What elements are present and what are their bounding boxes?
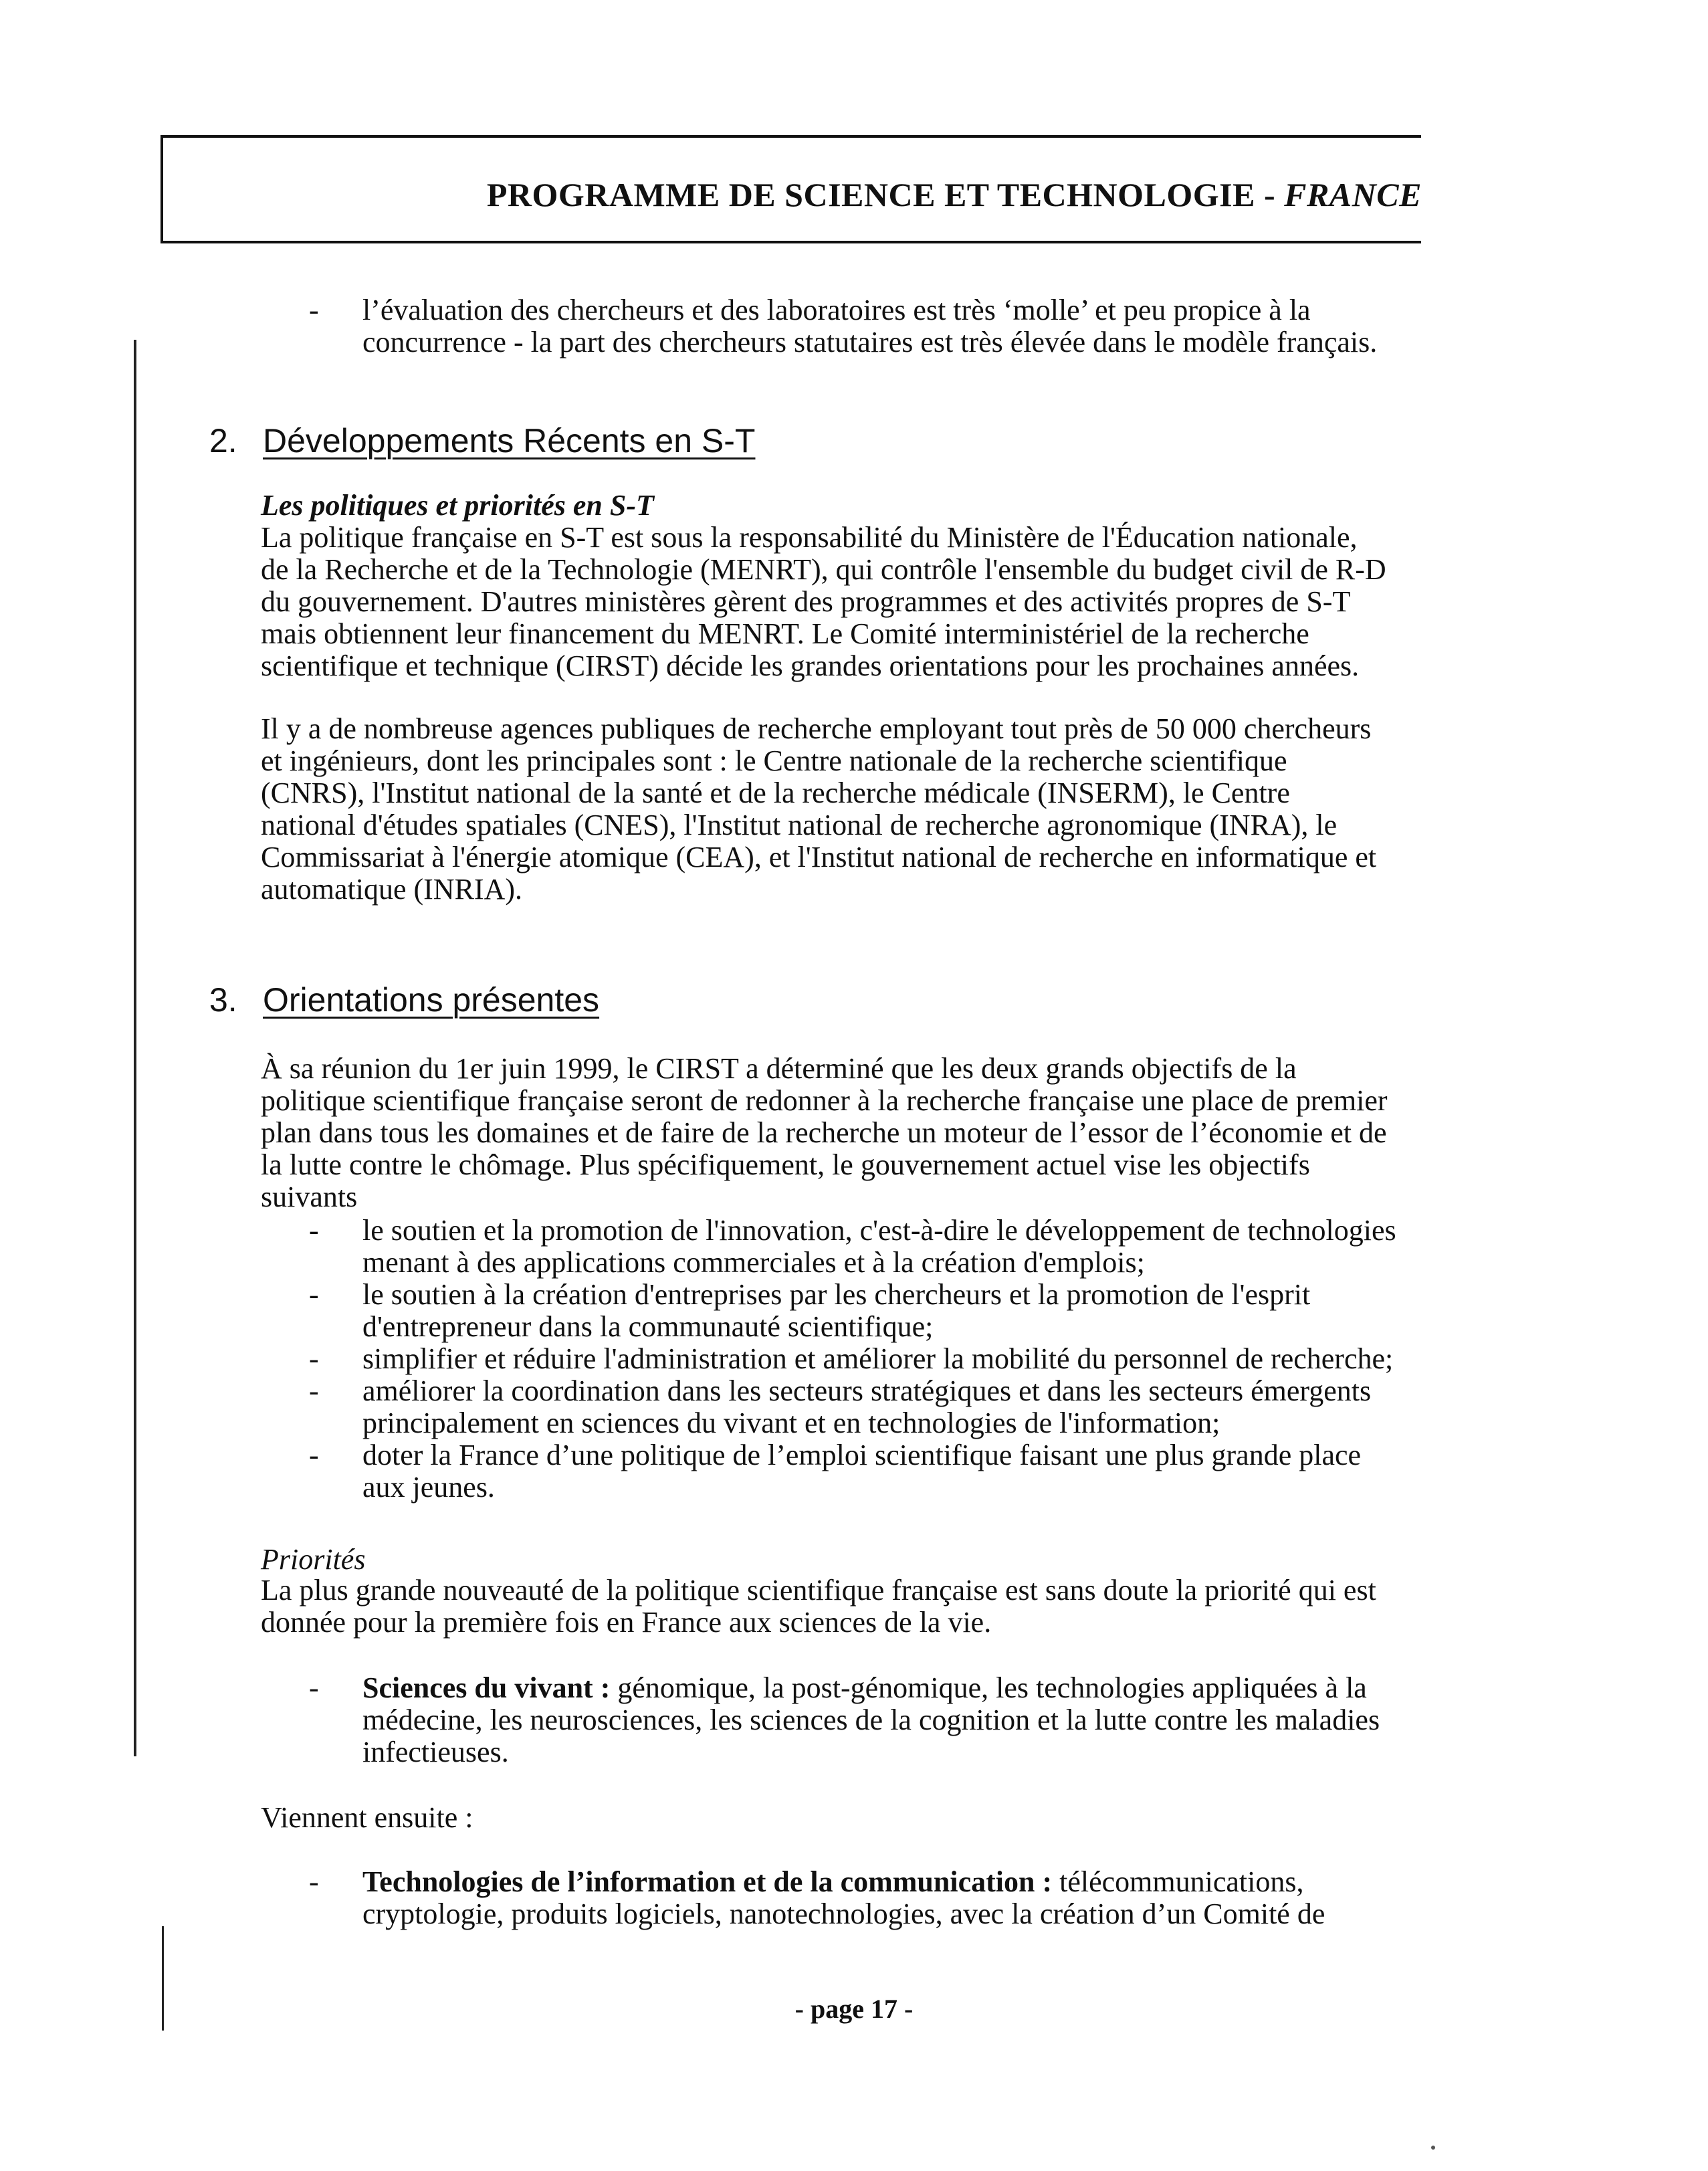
section-3-paragraph-1: À sa réunion du 1er juin 1999, le CIRST a déterminé que les deux grands objectifs de la politique scientifique française seront de redonner à la recherche française une place de premier plan dans tous les domaines et de faire de la recherche un moteur de l’essor de l’économie et de la lutte contre le chômage. Plus spécifiquement, le gouvernement actuel vise les objectifs suivants (261, 1052, 1388, 1213)
header-country: FRANCE (1284, 176, 1422, 213)
header-rule (161, 241, 1421, 243)
page-number: - page 17 - (794, 1994, 914, 2024)
life-sciences-text: génomique, la post-génomique, les technologies appliquées à la médecine, les neurosciences, les sciences de la cognition et la lutte contre les maladies infectieuses. (362, 1671, 1380, 1768)
ict-bullet (362, 1866, 1399, 1930)
header-frame-left (161, 135, 163, 243)
ict-label: Technologies de l’information et de la communication : (362, 1865, 1053, 1898)
section-2-paragraph-1: La politique française en S-T est sous la responsabilité du Ministère de l'Éducation nationale, de la Recherche et de la Technologie (MENRT), qui contrôle l'ensemble du budget civil de R-D du gouvernement. D'autres ministères gèrent des programmes et des activités propres de S-T mais obtiennent leur financement du MENRT. Le Comité interministériel de la recherche scientifique et technique (CIRST) décide les grandes orientations pour les prochaines années. (261, 521, 1386, 682)
intro-bullet-text: l’évaluation des chercheurs et des laboratoires est très ‘molle’ et peu propice à la concurrence - la part des chercheurs statutaires est très élevée dans le modèle français. (362, 294, 1378, 358)
header-frame-top (161, 135, 1421, 138)
objective-dash-1: - (309, 1214, 319, 1247)
section-3-title: Orientations présentes (263, 981, 600, 1019)
section-3-number: 3. (209, 981, 237, 1019)
priorities-heading: Priorités (261, 1543, 366, 1576)
objective-dash-3: - (309, 1342, 319, 1375)
section-2-number: 2. (209, 422, 237, 459)
life-sciences-label: Sciences du vivant : (362, 1671, 611, 1704)
life-sciences-bullet (362, 1672, 1399, 1768)
then-label: Viennent ensuite : (261, 1801, 473, 1834)
ict-dash: - (309, 1865, 319, 1898)
objective-dash-2: - (309, 1278, 319, 1311)
intro-bullet-dash: - (309, 294, 319, 326)
section-2-paragraph-2: Il y a de nombreuse agences publiques de recherche employant tout près de 50 000 chercheurs et ingénieurs, dont les principales sont : le Centre nationale de la recherche scientifique (CNRS), l'Institut national de la santé et de la recherche médicale (INSERM), le Centre national d'études spatiales (CNES), l'Institut national de recherche agronomique (INRA), le Commissariat à l'énergie atomique (CEA), et l'Institut national de recherche en informatique et automatique (INRIA). (261, 712, 1377, 906)
header-title-text: PROGRAMME DE SCIENCE ET TECHNOLOGIE - (486, 176, 1285, 213)
margin-bar (134, 340, 136, 1756)
scan-speck (1431, 2146, 1435, 2150)
objective-bullet-1: le soutien et la promotion de l'innovation, c'est-à-dire le développement de technologies menant à des applications commerciales et à la création d'emplois; (362, 1214, 1396, 1279)
section-2-heading (209, 421, 755, 460)
objective-bullet-4: améliorer la coordination dans les secteurs stratégiques et dans les secteurs émergents principalement en sciences du vivant et en technologies de l'information; (362, 1374, 1372, 1439)
life-sciences-dash: - (309, 1671, 319, 1704)
page-header-title (487, 175, 1422, 214)
objective-bullet-3: simplifier et réduire l'administration et améliorer la mobilité du personnel de recherche; (362, 1342, 1394, 1375)
section-2-subheading: Les politiques et priorités en S-T (261, 489, 654, 522)
ict-text: télécommunications, cryptologie, produits logiciels, nanotechnologies, avec la création d’un Comité de (362, 1865, 1325, 1930)
objective-bullet-2: le soutien à la création d'entreprises par les chercheurs et la promotion de l'esprit d'entrepreneur dans la communauté scientifique; (362, 1278, 1311, 1343)
section-3-heading (209, 980, 599, 1019)
objective-bullet-5: doter la France d’une politique de l’emploi scientifique faisant une plus grande place aux jeunes. (362, 1439, 1362, 1504)
objective-dash-5: - (309, 1439, 319, 1471)
priorities-paragraph: La plus grande nouveauté de la politique scientifique française est sans doute la priorité qui est donnée pour la première fois en France aux sciences de la vie. (261, 1574, 1376, 1639)
objective-dash-4: - (309, 1374, 319, 1407)
section-2-title: Développements Récents en S-T (263, 422, 756, 459)
